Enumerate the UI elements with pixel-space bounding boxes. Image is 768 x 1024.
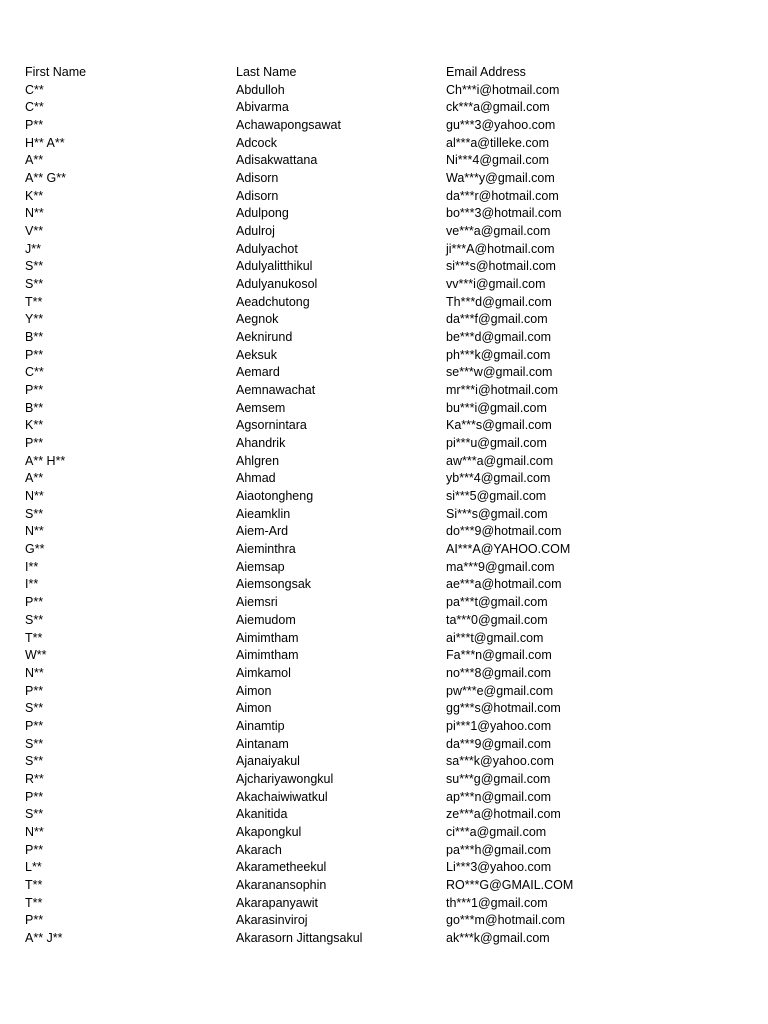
first-name-cell: L** [25,860,42,875]
last-name-cell: Ahmad [236,471,276,486]
table-row [0,99,768,117]
table-row [0,294,768,312]
email-cell: pi***1@yahoo.com [446,718,552,733]
last-name-cell: Achawapongsawat [236,118,341,133]
last-name-cell: Aimimtham [236,648,299,663]
table-row [0,753,768,771]
first-name-cell: N** [25,524,44,539]
email-cell: bu***i@gmail.com [446,400,547,415]
last-name-cell: Aegnok [236,312,279,327]
header-last-name: Last Name [236,65,297,79]
first-name-cell: S** [25,754,44,769]
first-name-cell: T** [25,294,43,309]
last-name-cell: Adisorn [236,171,279,186]
table-row [0,417,768,435]
last-name-cell: Aemard [236,365,280,380]
email-cell: gu***3@yahoo.com [446,118,556,133]
email-cell: se***w@gmail.com [446,365,553,380]
table-row [0,135,768,153]
email-cell: su***g@gmail.com [446,771,551,786]
first-name-cell: W** [25,648,47,663]
last-name-cell: Abdulloh [236,82,285,97]
email-cell: Wa***y@gmail.com [446,171,555,186]
first-name-cell: S** [25,736,44,751]
first-name-cell: N** [25,665,44,680]
table-row [0,912,768,930]
first-name-cell: T** [25,877,43,892]
email-cell: ai***t@gmail.com [446,630,544,645]
contact-list-table [0,64,768,948]
email-cell: yb***4@gmail.com [446,471,551,486]
email-cell: ve***a@gmail.com [446,224,551,239]
first-name-cell: N** [25,206,44,221]
last-name-cell: Adulpong [236,206,289,221]
last-name-cell: Aimimtham [236,630,299,645]
table-row [0,82,768,100]
first-name-cell: P** [25,683,44,698]
email-cell: be***d@gmail.com [446,330,552,345]
table-row [0,364,768,382]
first-name-cell: S** [25,277,44,292]
email-cell: ap***n@gmail.com [446,789,552,804]
last-name-cell: Aeksuk [236,347,277,362]
table-row [0,895,768,913]
last-name-cell: Aiemsap [236,559,285,574]
email-cell: da***r@hotmail.com [446,188,559,203]
last-name-cell: Akapongkul [236,824,302,839]
last-name-cell: Aintanam [236,736,289,751]
last-name-cell: Aiem-Ard [236,524,289,539]
email-cell: Ka***s@gmail.com [446,418,552,433]
table-row [0,152,768,170]
last-name-cell: Adisakwattana [236,153,318,168]
table-row [0,488,768,506]
first-name-cell: T** [25,895,43,910]
header-email-address: Email Address [446,65,526,79]
table-row [0,576,768,594]
last-name-cell: Aiemsongsak [236,577,312,592]
table-row [0,877,768,895]
table-row [0,824,768,842]
table-row [0,736,768,754]
table-row [0,258,768,276]
email-cell: Si***s@gmail.com [446,506,548,521]
first-name-cell: P** [25,595,44,610]
table-row [0,842,768,860]
first-name-cell: H** A** [25,135,65,150]
email-cell: bo***3@hotmail.com [446,206,562,221]
last-name-cell: Akaranansophin [236,877,327,892]
first-name-cell: S** [25,612,44,627]
last-name-cell: Ajchariyawongkul [236,771,334,786]
table-row [0,311,768,329]
last-name-cell: Ahlgren [236,453,280,468]
last-name-cell: Aieminthra [236,542,296,557]
email-cell: gg***s@hotmail.com [446,701,561,716]
table-row [0,612,768,630]
table-row [0,930,768,948]
table-row [0,382,768,400]
first-name-cell: R** [25,771,44,786]
table-row [0,347,768,365]
first-name-cell: J** [25,241,41,256]
email-cell: si***s@hotmail.com [446,259,556,274]
first-name-cell: S** [25,506,44,521]
table-row [0,771,768,789]
email-cell: ma***9@gmail.com [446,559,555,574]
last-name-cell: Adulyalitthikul [236,259,313,274]
first-name-cell: C** [25,365,44,380]
table-row [0,665,768,683]
last-name-cell: Ainamtip [236,718,285,733]
table-row [0,718,768,736]
table-row [0,683,768,701]
first-name-cell: C** [25,100,44,115]
email-cell: da***9@gmail.com [446,736,552,751]
first-name-cell: Y** [25,312,44,327]
last-name-cell: Aiaotongheng [236,489,314,504]
email-cell: no***8@gmail.com [446,665,552,680]
first-name-cell: A** J** [25,930,63,945]
email-cell: ak***k@gmail.com [446,930,550,945]
first-name-cell: P** [25,347,44,362]
first-name-cell: P** [25,383,44,398]
email-cell: ze***a@hotmail.com [446,807,561,822]
email-cell: Fa***n@gmail.com [446,648,552,663]
table-row [0,329,768,347]
table-row [0,594,768,612]
table-row [0,276,768,294]
table-row [0,188,768,206]
first-name-cell: B** [25,330,44,345]
first-name-cell: V** [25,224,44,239]
email-cell: ph***k@gmail.com [446,347,551,362]
last-name-cell: Aiemsri [236,595,278,610]
first-name-cell: I** [25,559,39,574]
header-first-name: First Name [25,65,87,79]
email-cell: Th***d@gmail.com [446,294,552,309]
first-name-cell: C** [25,82,44,97]
first-name-cell: A** G** [25,171,66,186]
email-cell: th***1@gmail.com [446,895,548,910]
email-cell: ji***A@hotmail.com [446,241,555,256]
email-cell: si***5@gmail.com [446,489,547,504]
table-row [0,470,768,488]
table-row [0,630,768,648]
table-row [0,453,768,471]
table-row [0,170,768,188]
email-cell: go***m@hotmail.com [446,913,565,928]
first-name-cell: S** [25,807,44,822]
last-name-cell: Akarapanyawit [236,895,318,910]
last-name-cell: Aeknirund [236,330,293,345]
first-name-cell: I** [25,577,39,592]
table-row [0,400,768,418]
last-name-cell: Akachaiwiwatkul [236,789,328,804]
first-name-cell: K** [25,188,44,203]
last-name-cell: Adulyachot [236,241,298,256]
email-cell: da***f@gmail.com [446,312,548,327]
table-row [0,806,768,824]
last-name-cell: Abivarma [236,100,289,115]
first-name-cell: P** [25,436,44,451]
email-cell: pa***t@gmail.com [446,595,548,610]
email-cell: do***9@hotmail.com [446,524,562,539]
table-row [0,559,768,577]
last-name-cell: Aimkamol [236,665,291,680]
email-cell: aw***a@gmail.com [446,453,554,468]
first-name-cell: P** [25,718,44,733]
email-cell: RO***G@GMAIL.COM [446,877,574,892]
last-name-cell: Adulyanukosol [236,277,318,292]
last-name-cell: Ajanaiyakul [236,754,300,769]
last-name-cell: Akarach [236,842,282,857]
first-name-cell: S** [25,701,44,716]
table-row [0,241,768,259]
table-row [0,859,768,877]
first-name-cell: N** [25,489,44,504]
table-row [0,541,768,559]
table-header-row [0,64,768,82]
email-cell: ck***a@gmail.com [446,100,550,115]
table-row [0,506,768,524]
email-cell: pw***e@gmail.com [446,683,554,698]
last-name-cell: Aieamklin [236,506,291,521]
table-row [0,117,768,135]
table-row [0,205,768,223]
first-name-cell: A** [25,153,44,168]
first-name-cell: P** [25,789,44,804]
last-name-cell: Akarasorn Jittangsakul [236,930,363,945]
email-cell: Ch***i@hotmail.com [446,82,560,97]
first-name-cell: A** [25,471,44,486]
last-name-cell: Aeadchutong [236,294,310,309]
first-name-cell: G** [25,542,45,557]
email-cell: mr***i@hotmail.com [446,383,559,398]
last-name-cell: Aemsem [236,400,286,415]
email-cell: pa***h@gmail.com [446,842,552,857]
last-name-cell: Aemnawachat [236,383,316,398]
first-name-cell: N** [25,824,44,839]
first-name-cell: B** [25,400,44,415]
last-name-cell: Aimon [236,683,272,698]
last-name-cell: Adulroj [236,224,275,239]
first-name-cell: S** [25,259,44,274]
email-cell: Ni***4@gmail.com [446,153,549,168]
email-cell: AI***A@YAHOO.COM [446,542,571,557]
last-name-cell: Agsornintara [236,418,307,433]
email-cell: al***a@tilleke.com [446,135,550,150]
last-name-cell: Aimon [236,701,272,716]
last-name-cell: Adcock [236,135,277,150]
last-name-cell: Adisorn [236,188,279,203]
first-name-cell: P** [25,118,44,133]
email-cell: ta***0@gmail.com [446,612,548,627]
email-cell: vv***i@gmail.com [446,277,546,292]
last-name-cell: Aiemudom [236,612,296,627]
email-cell: sa***k@yahoo.com [446,754,554,769]
email-cell: pi***u@gmail.com [446,436,547,451]
email-cell: Li***3@yahoo.com [446,860,552,875]
first-name-cell: K** [25,418,44,433]
last-name-cell: Akarametheekul [236,860,327,875]
first-name-cell: A** H** [25,453,66,468]
table-row [0,523,768,541]
table-row [0,223,768,241]
first-name-cell: T** [25,630,43,645]
table-row [0,789,768,807]
table-row [0,435,768,453]
last-name-cell: Akarasinviroj [236,913,308,928]
last-name-cell: Akanitida [236,807,288,822]
table-row [0,647,768,665]
table-row [0,700,768,718]
last-name-cell: Ahandrik [236,436,286,451]
first-name-cell: P** [25,842,44,857]
email-cell: ae***a@hotmail.com [446,577,562,592]
first-name-cell: P** [25,913,44,928]
email-cell: ci***a@gmail.com [446,824,547,839]
table-body [0,82,768,948]
